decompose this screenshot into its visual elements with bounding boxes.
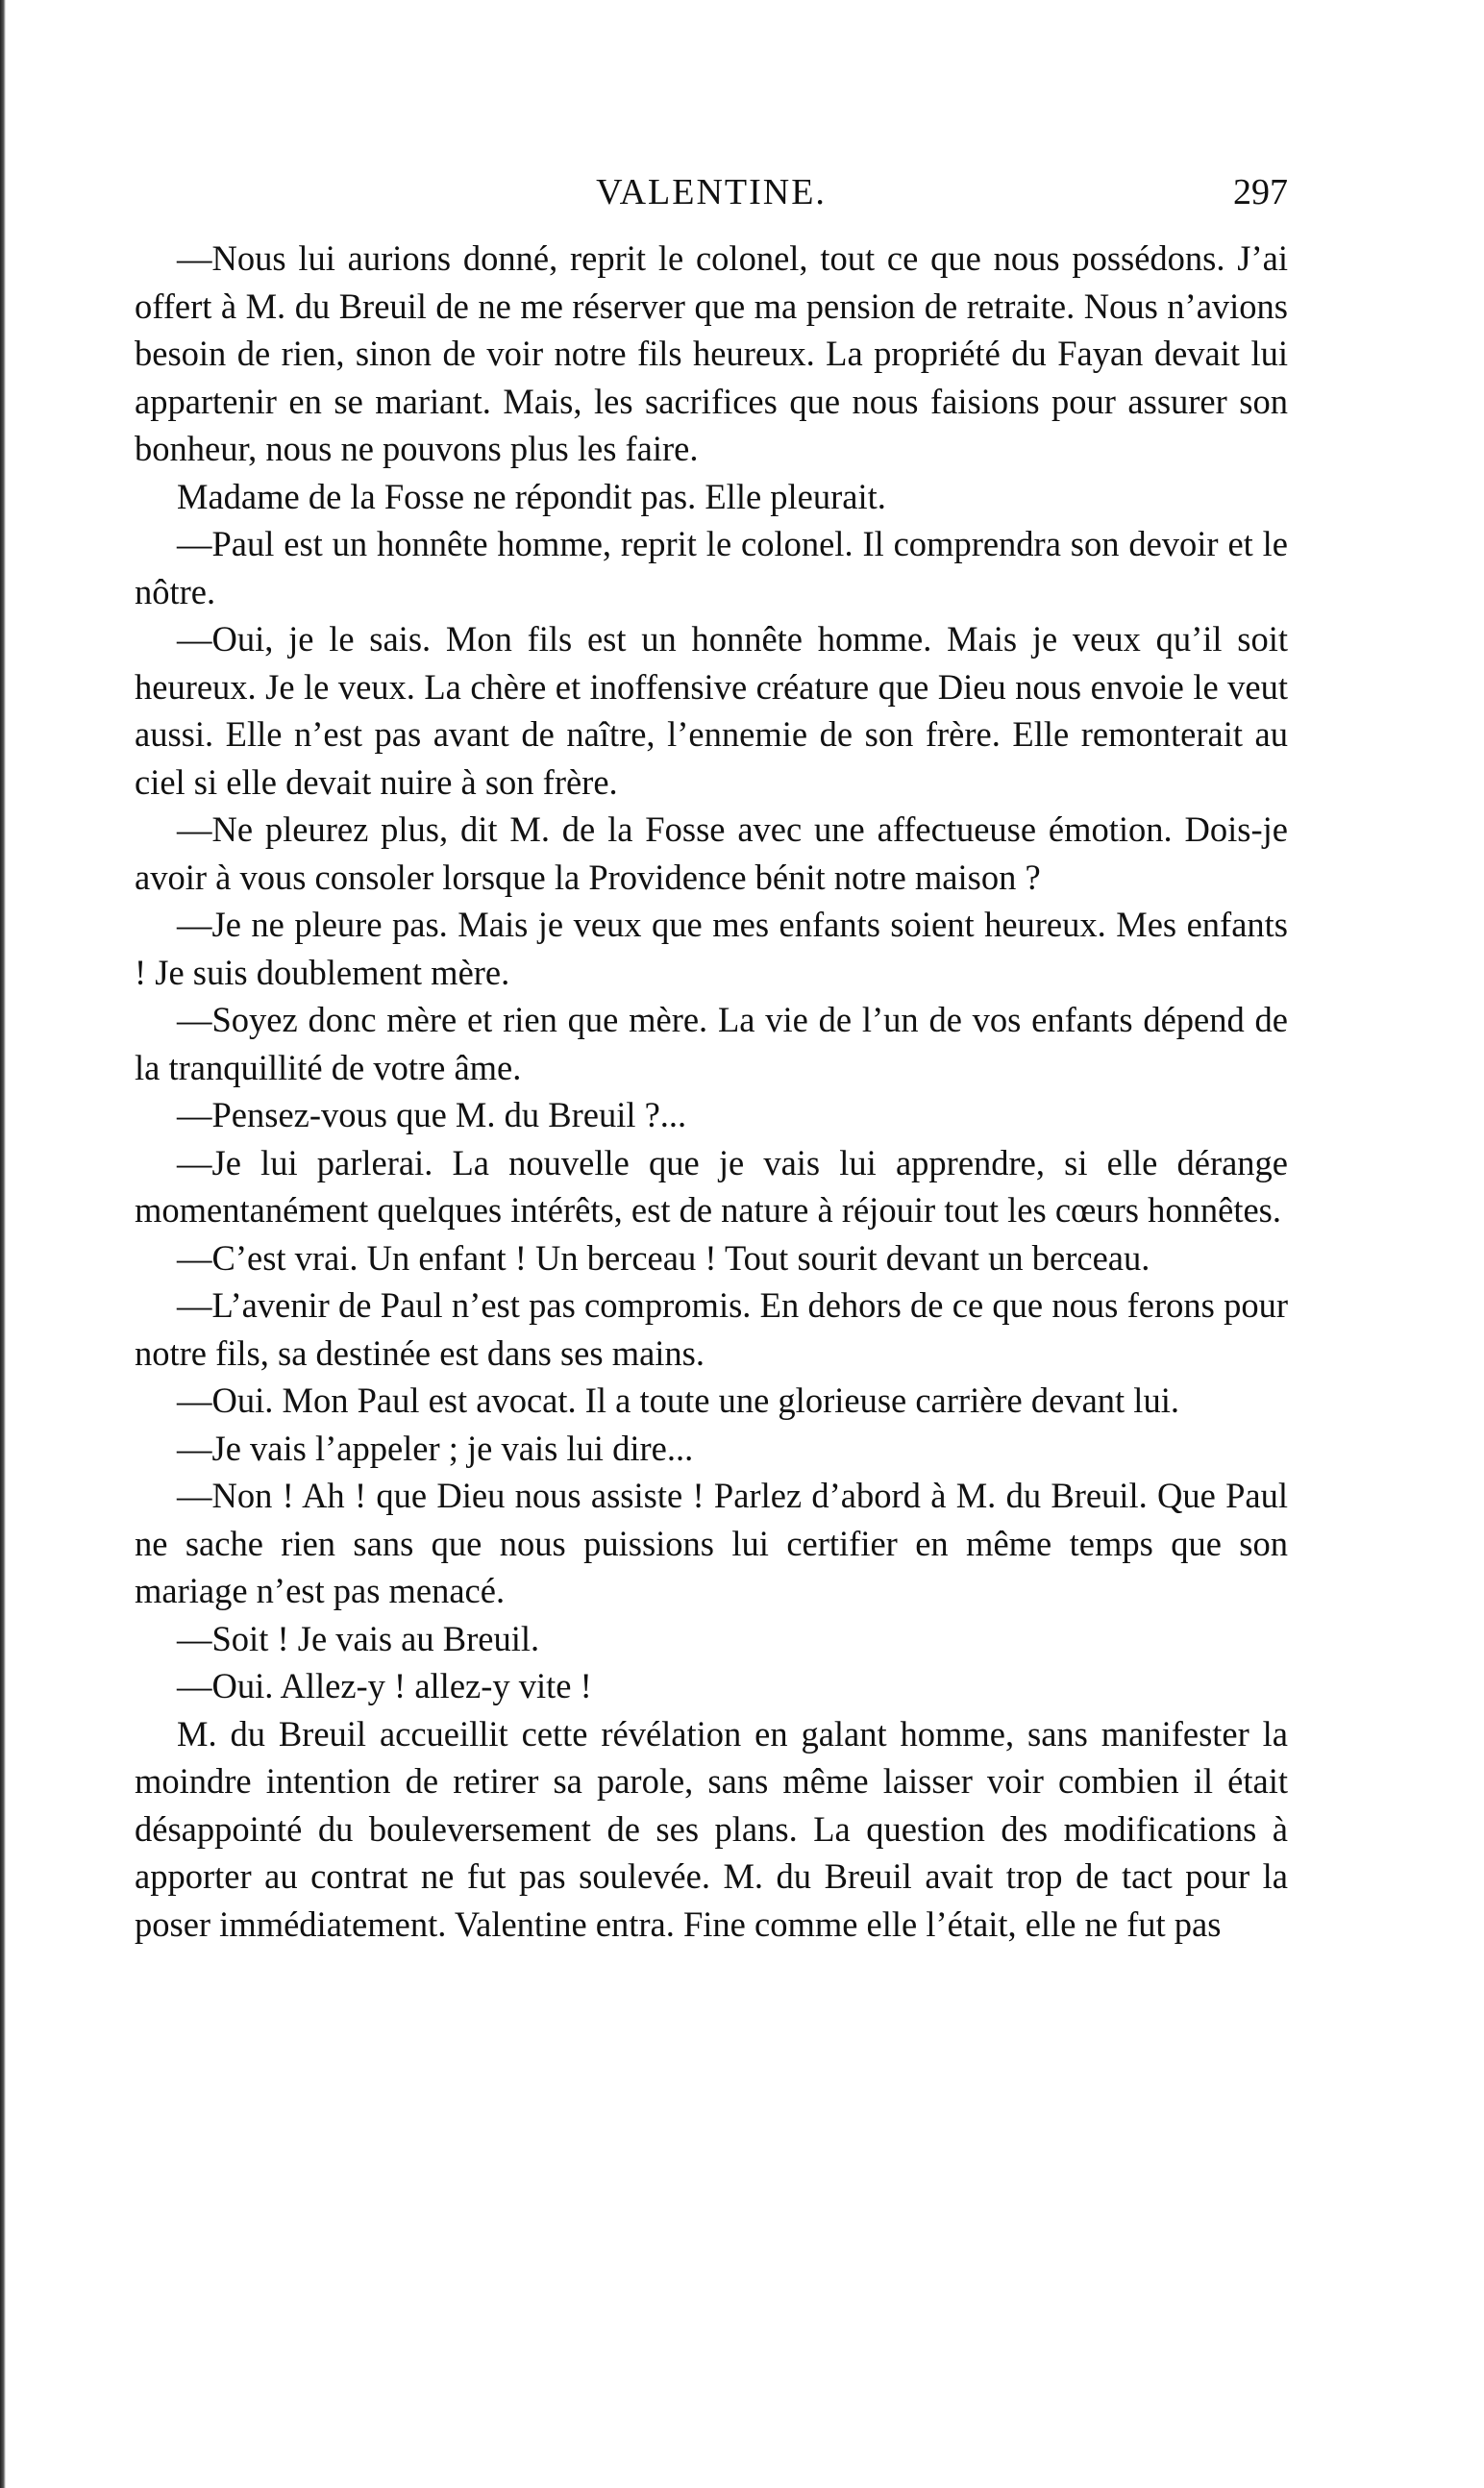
paragraph: —Nous lui aurions donné, reprit le colonel, tout ce que nous possédons. J’ai offert à M. du Breuil de ne me réserver que ma pension de retraite. Nous n’avions besoin de rien, sinon de voir notre fils heureux. La propriété du Fayan devait lui appartenir en se mariant. Mais, les sacrifices que nous faisions pour assurer son bonheur, nous ne pouvons plus les faire. bbox=[135, 238, 1288, 468]
paragraph: —Ne pleurez plus, dit M. de la Fosse avec une affectueuse émotion. Dois-je avoir à vous consoler lorsque la Providence bénit notre maison ? bbox=[135, 809, 1288, 897]
paragraph: Madame de la Fosse ne répondit pas. Elle pleurait. bbox=[177, 476, 886, 516]
paragraph: —Soyez donc mère et rien que mère. La vie de l’un de vos enfants dépend de la tranquillité de votre âme. bbox=[135, 1000, 1288, 1087]
paragraph: —Soit ! Je vais au Breuil. bbox=[177, 1618, 540, 1658]
paragraph: —L’avenir de Paul n’est pas compromis. En dehors de ce que nous ferons pour notre fils, sa destinée est dans ses mains. bbox=[135, 1285, 1288, 1373]
paragraph: —Oui. Mon Paul est avocat. Il a toute une glorieuse carrière devant lui. bbox=[177, 1381, 1179, 1420]
page-number: 297 bbox=[1233, 172, 1288, 212]
body-text bbox=[135, 235, 1288, 1948]
paragraph: —Je vais l’appeler ; je vais lui dire... bbox=[177, 1428, 694, 1468]
paragraph: —Je ne pleure pas. Mais je veux que mes enfants soient heureux. Mes enfants ! Je suis doublement mère. bbox=[135, 905, 1288, 992]
paragraph: —Oui, je le sais. Mon fils est un honnête homme. Mais je veux qu’il soit heureux. Je le veux. La chère et inoffensive créature que Dieu nous envoie le veut aussi. Elle n’est pas avant de naître, l’ennemie de son frère. Elle remonterait au ciel si elle devait nuire à son frère. bbox=[135, 619, 1288, 802]
running-title: VALENTINE. bbox=[596, 172, 827, 212]
paragraph: —Pensez-vous que M. du Breuil ?... bbox=[177, 1095, 687, 1134]
paragraph: M. du Breuil accueillit cette révélation en galant homme, sans manifester la moindre intention de retirer sa parole, sans même laisser voir combien il était désappointé du bouleversement de ses plans. La question des modifications à apporter au contrat ne fut pas soulevée. M. du Breuil avait trop de tact pour la poser immédiatement. Valentine entra. Fine comme elle l’était, elle ne fut pas bbox=[135, 1713, 1288, 1944]
page-binding-edge bbox=[0, 0, 6, 2488]
book-page bbox=[135, 163, 1288, 1948]
paragraph: —Oui. Allez-y ! allez-y vite ! bbox=[177, 1666, 592, 1705]
paragraph: —Paul est un honnête homme, reprit le colonel. Il comprendra son devoir et le nôtre. bbox=[135, 524, 1288, 611]
paragraph: —Non ! Ah ! que Dieu nous assiste ! Parlez d’abord à M. du Breuil. Que Paul ne sache rien sans que nous puissions lui certifier en même temps que son mariage n’est pas menacé. bbox=[135, 1476, 1288, 1610]
paragraph: —Je lui parlerai. La nouvelle que je vais lui apprendre, si elle dérange momentanément quelques intérêts, est de nature à réjouir tout les cœurs honnêtes. bbox=[135, 1142, 1288, 1230]
running-header bbox=[135, 163, 1288, 221]
paragraph: —C’est vrai. Un enfant ! Un berceau ! Tout sourit devant un berceau. bbox=[177, 1237, 1150, 1278]
